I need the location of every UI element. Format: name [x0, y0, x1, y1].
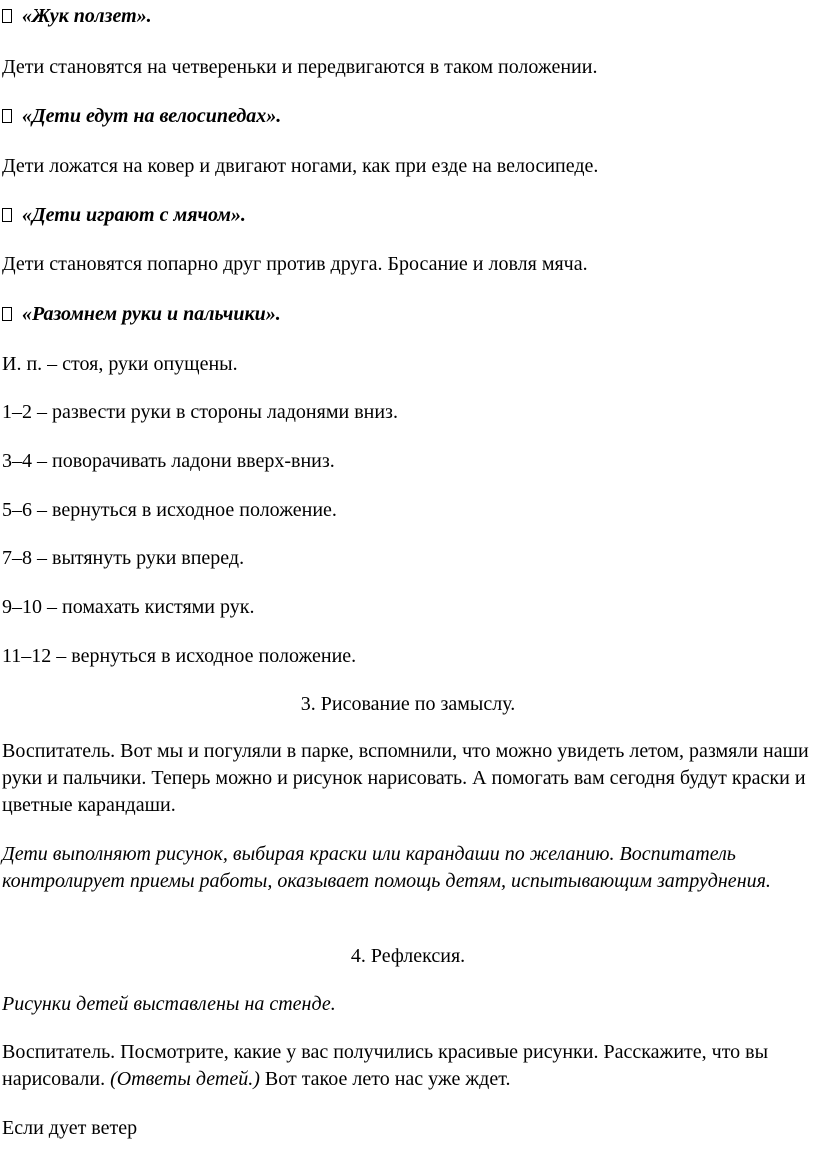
exercise-1-text: Дети становятся на четвереньки и передвигаются в таком положении. [2, 56, 598, 78]
step-line: 1–2 – развести руки в стороны ладонями вниз. [2, 401, 398, 423]
step-line: 9–10 – помахать кистями рук. [2, 596, 255, 618]
exercise-2-title-text: «Дети едут на велосипедах». [22, 105, 282, 127]
step-line: 7–8 – вытянуть руки вперед. [2, 547, 245, 569]
section-4-last-line: Если дует ветер [2, 1117, 138, 1139]
step-line: 3–4 – поворачивать ладони вверх-вниз. [2, 450, 335, 472]
exercise-3-title [2, 203, 246, 227]
section-4-teacher-text-2: Вот такое лето нас уже ждет. [264, 1068, 511, 1090]
section-3-heading: 3. Рисование по замыслу. [300, 693, 516, 715]
section-4-teacher-text-1: Воспитатель. Посмотрите, какие у вас получились красивые рисунки. Расскажите, что вы нарисовали. [2, 1041, 769, 1090]
section-4-teacher-paragraph [2, 1039, 810, 1093]
section-3-note: Дети выполняют рисунок, выбирая краски или карандаши по желанию. Воспитатель контролирует приемы работы, оказывает помощь детям, испытывающим затруднения. [2, 843, 771, 892]
exercise-3-title-text: «Дети играют с мячом». [22, 204, 246, 226]
exercise-1-title-text: «Жук ползет». [22, 5, 152, 27]
bullet-box-icon [2, 109, 12, 123]
section-4-answer: (Ответы детей.) [110, 1068, 260, 1090]
exercise-2-text: Дети ложатся на ковер и двигают ногами, как при езде на велосипеде. [2, 155, 599, 177]
exercise-2-title [2, 104, 281, 128]
section-3-teacher-text: Воспитатель. Вот мы и погуляли в парке, вспомнили, что можно увидеть летом, размяли наши руки и пальчики. Теперь можно и рисунок нарисовать. А помогать вам сегодня будут краски и цветные карандаши. [2, 740, 809, 816]
step-line: 5–6 – вернуться в исходное положение. [2, 499, 337, 521]
exercise-4-title [2, 302, 281, 326]
section-4-heading: 4. Рефлексия. [350, 945, 466, 967]
exercise-1-title [2, 4, 152, 28]
section-4-note: Рисунки детей выставлены на стенде. [2, 993, 336, 1015]
exercise-3-text: Дети становятся попарно друг против друга. Бросание и ловля мяча. [2, 253, 588, 275]
exercise-4-title-text: «Разомнем руки и пальчики». [22, 303, 281, 325]
bullet-box-icon [2, 208, 12, 222]
bullet-box-icon [2, 307, 12, 321]
step-line: 11–12 – вернуться в исходное положение. [2, 645, 357, 667]
bullet-box-icon [2, 9, 12, 23]
exercise-4-text: И. п. – стоя, руки опущены. [2, 353, 238, 375]
